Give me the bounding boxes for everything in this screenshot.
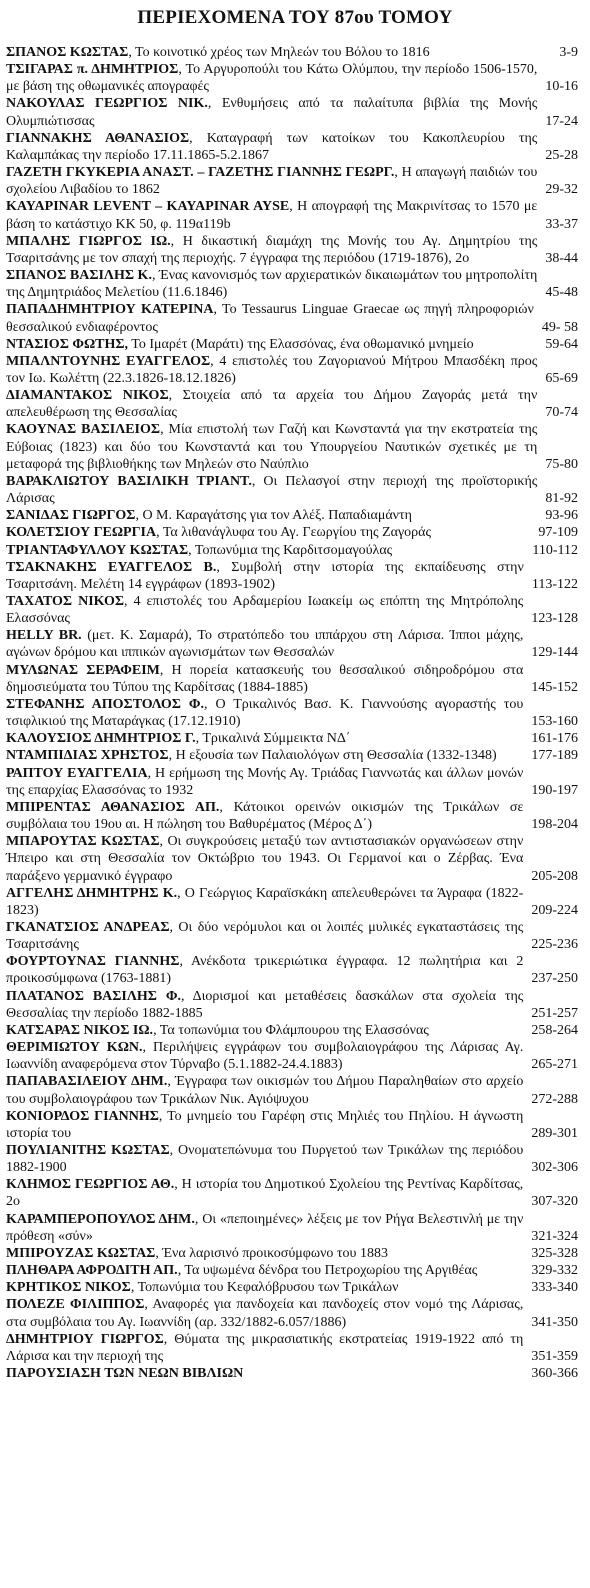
entry-text [6, 1262, 531, 1279]
toc-entry [6, 919, 578, 953]
entry-text [6, 198, 545, 232]
toc-entry [6, 1279, 578, 1296]
toc-entry [6, 593, 578, 627]
toc-entry [6, 353, 578, 387]
entry-author: KAYAPINAR LEVENT – KAYAPINAR AYSE [6, 199, 290, 215]
entry-title: , Η απογραφή της Μακρινίτσας το 1570 με βάση το κατάστιχο ΚΚ 50, φ. 119α119b [6, 199, 538, 232]
toc-entry [6, 507, 578, 524]
entry-author: ΠΛΑΤΑΝΟΣ ΒΑΣΙΛΗΣ Φ. [6, 988, 181, 1004]
entry-pages: 177-189 [531, 748, 578, 764]
toc-entry [6, 1142, 578, 1176]
entry-author: ΝΤΑΣΙΟΣ ΦΩΤΗΣ, [6, 336, 129, 352]
entry-pages: 225-236 [531, 937, 578, 953]
entry-author: ΠΟΛΕΖΕ ΦΙΛΙΠΠΟΣ [6, 1297, 145, 1313]
entry-pages: 258-264 [531, 1022, 578, 1038]
entry-pages: 29-32 [545, 182, 578, 198]
entry-author: ΓΚΑΝΑΤΣΙΟΣ ΑΝΔΡΕΑΣ [6, 919, 170, 935]
entry-author: ΠΑΡΟΥΣΙΑΣΗ ΤΩΝ ΝΕΩΝ ΒΙΒΛΙΩΝ [6, 1366, 244, 1382]
entry-pages: 110-112 [532, 542, 578, 558]
entry-text [6, 353, 545, 387]
entry-title: , Διορισμοί και μεταθέσεις δασκάλων στα σχολεία της Θεσσαλίας την περίοδο 1882-1885 [6, 988, 524, 1021]
entry-author: ΚΑΤΣΑΡΑΣ ΝΙΚΟΣ ΙΩ. [6, 1022, 154, 1038]
entry-author: ΚΛΗΜΟΣ ΓΕΩΡΓΙΟΣ ΑΘ. [6, 1177, 175, 1193]
entry-author: ΤΣΑΚΝΑΚΗΣ ΕΥΑΓΓΕΛΟΣ Β. [6, 559, 217, 575]
entry-title: , Το μνημείο του Γαρέφη στις Μηλιές του Πηλίου. Η άγνωστη ιστορία του [6, 1108, 524, 1141]
entry-title: , Η ερήμωση της Μονής Αγ. Τριάδας Γιαννωτάς και άλλων μονών της επαρχίας Ελασσόνας το 1932 [6, 765, 524, 798]
entry-title: , Η απαγωγή παιδιών του σχολείου Λιβαδίου το 1862 [6, 165, 538, 198]
toc-entry [6, 765, 578, 799]
entry-author: HELLY BR. [6, 628, 82, 644]
toc-entry [6, 627, 578, 661]
toc-entry [6, 61, 578, 95]
entry-title: , Στοιχεία από τα αρχεία του Δήμου Ζαγοράς μετά την απελευθέρωση της Θεσσαλίας [6, 388, 538, 421]
entry-author: ΓΑΖΕΤΗ ΓΚΥΚΕΡΙΑ ΑΝΑΣΤ. – ΓΑΖΕΤΗΣ ΓΙΑΝΝΗΣ ΓΕΩΡΓ. [6, 165, 395, 181]
toc-entry [6, 387, 578, 421]
toc-entry [6, 1073, 578, 1107]
entry-author: ΔΙΑΜΑΝΤΑΚΟΣ ΝΙΚΟΣ [6, 388, 169, 404]
entry-text [6, 44, 559, 61]
entry-text [6, 524, 538, 541]
entry-title: , Καταγραφή των κατοίκων του Κακοπλευρίου της Καλαμπάκας την περίοδο 17.11.1865-5.2.1867 [6, 130, 538, 163]
entry-pages: 113-122 [531, 576, 578, 592]
toc-entry [6, 336, 578, 353]
entry-pages: 93-96 [545, 508, 578, 524]
entry-title: , Περιλήψεις εγγράφων του συμβολαιογράφου της Λάρισας Αγ. Ιωαννίδη αναφερόμενα στον Τύρναβο (5.1.1882-24.4.1883) [6, 1040, 524, 1073]
entry-text [6, 696, 531, 730]
entry-title: , 4 επιστολές του Ζαγοριανού Μήτρου Μπασδέκη προς τον Ιω. Κωλέττη (22.3.1826-18.12.1826) [6, 353, 538, 386]
entry-author: ΠΑΠΑΒΑΣΙΛΕΙΟΥ ΔΗΜ. [6, 1074, 168, 1090]
entry-pages: 75-80 [545, 456, 578, 472]
toc-entry [6, 1365, 578, 1382]
toc-entry [6, 1176, 578, 1210]
entry-author: ΚΑΡΑΜΠΕΡΟΠΟΥΛΟΣ ΔΗΜ. [6, 1211, 195, 1227]
toc-entry [6, 267, 578, 301]
entry-pages: 45-48 [545, 285, 578, 301]
entry-author: ΝΤΑΜΠΙΔΙΑΣ ΧΡΗΣΤΟΣ [6, 748, 169, 764]
entry-text [6, 507, 545, 524]
toc-entry [6, 662, 578, 696]
entry-text [6, 662, 531, 696]
toc-entry [6, 233, 578, 267]
entry-title: , Ένας κανονισμός των αρχιερατικών δικαιωμάτων του μητροπολίτη της Δημητριάδος Μελετίου (11.6.1846) [6, 268, 538, 301]
toc-entry [6, 1108, 578, 1142]
toc-entry [6, 542, 578, 559]
entry-text [6, 1142, 531, 1176]
entry-title: , Οι Πελασγοί στην περιοχή της προϊστορικής Λάρισας [6, 473, 538, 507]
entry-author: ΚΑΛΟΥΣΙΟΣ ΔΗΜΗΤΡΙΟΣ Γ. [6, 731, 196, 747]
entry-title: , Το κοινοτικό χρέος των Μηλεών του Βόλου το 1816 [128, 45, 430, 60]
toc-entry [6, 1296, 578, 1330]
entry-pages: 205-208 [531, 868, 578, 884]
entry-pages: 265-271 [531, 1057, 578, 1073]
toc-entry [6, 885, 578, 919]
entry-text [6, 1331, 531, 1365]
entry-author: ΓΙΑΝΝΑΚΗΣ ΑΘΑΝΑΣΙΟΣ [6, 130, 190, 146]
entry-author: ΜΠΑΛΗΣ ΓΙΩΡΓΟΣ ΙΩ. [6, 233, 171, 249]
entry-author: ΡΑΠΤΟΥ ΕΥΑΓΓΕΛΙΑ [6, 765, 148, 781]
entry-text [6, 730, 531, 747]
entry-text [6, 559, 532, 593]
entry-pages: 351-359 [531, 1348, 578, 1364]
toc-entry [6, 730, 578, 747]
table-of-contents [6, 44, 578, 1382]
entry-text [6, 1365, 531, 1382]
entry-author: ΣΠΑΝΟΣ ΚΩΣΤΑΣ [6, 45, 129, 60]
toc-entry [6, 301, 578, 335]
entry-text [6, 1108, 531, 1142]
entry-title: , Τα υψωμένα δένδρα του Πετροχωρίου της Αργιθέας [177, 1263, 478, 1279]
toc-entry [6, 747, 578, 764]
entry-title: , Η πορεία κατασκευής του θεσσαλικού σιδηροδρόμου στα δημοσιεύματα του Τύπου της Καρδίτσας (1884-1885) [6, 662, 524, 695]
toc-entry [6, 1211, 578, 1245]
entry-pages: 153-160 [531, 714, 578, 730]
entry-text [6, 988, 531, 1022]
entry-author: ΤΑΧΑΤΟΣ ΝΙΚΟΣ [6, 594, 124, 609]
entry-pages: 123-128 [531, 611, 578, 627]
entry-text [6, 1073, 531, 1107]
entry-title: Το Ιμαρέτ (Μαράτι) της Ελασσόνας, ένα οθωμανικό μνημείο [128, 336, 474, 352]
entry-pages: 38-44 [545, 250, 578, 266]
entry-title: , Η ιστορία του Δημοτικού Σχολείου της Ρεντίνας Καρδίτσας, 2ο [6, 1177, 524, 1210]
entry-author: ΦΟΥΡΤΟΥΝΑΣ ΓΙΑΝΝΗΣ [6, 954, 180, 970]
entry-title: (μετ. Κ. Σαμαρά), Το στρατόπεδο του ιππάρχου στη Λάρισα. Ίπποι μάχης, αγώνων δρόμου και ιππικών αγωνισμάτων των Θεσσαλών [6, 628, 524, 661]
entry-author: ΚΟΛΕΤΣΙΟΥ ΓΕΩΡΓΙΑ [6, 525, 157, 541]
entry-title: , Τα τοπωνύμια του Φλάμπουρου της Ελασσόνας [153, 1022, 429, 1038]
toc-entry [6, 95, 578, 129]
toc-entry [6, 833, 578, 884]
entry-author: ΜΠΙΡΕΝΤΑΣ ΑΘΑΝΑΣΙΟΣ ΑΠ. [6, 799, 220, 815]
toc-entry [6, 696, 578, 730]
entry-text [6, 1039, 531, 1073]
entry-title: , Θύματα της μικρασιατικής εκστρατείας 1919-1922 από τη Λάρισα και την περιοχή της [6, 1331, 524, 1364]
entry-text [6, 833, 531, 884]
entry-pages: 161-176 [531, 731, 578, 747]
entry-pages: 17-24 [545, 113, 578, 129]
toc-entry [6, 524, 578, 541]
toc-entry [6, 44, 578, 61]
entry-title: , Τρικαλινά Σύμμεικτα ΝΔ΄ [195, 731, 351, 747]
entry-author: ΚΟΝΙΟΡΔΟΣ ΓΙΑΝΝΗΣ [6, 1108, 159, 1124]
entry-pages: 251-257 [531, 1005, 578, 1021]
entry-pages: 70-74 [545, 405, 578, 421]
entry-pages: 198-204 [531, 817, 578, 833]
page-title: ΠΕΡΙΕΧΟΜΕΝΑ ΤΟΥ 87ου ΤΟΜΟΥ [137, 7, 453, 28]
entry-text [6, 1296, 531, 1330]
entry-title: , Ονοματεπώνυμα του Πυργετού των Τρικάλων της περιόδου 1882-1900 [6, 1143, 524, 1176]
entry-pages: 237-250 [531, 971, 578, 987]
toc-entry [6, 1039, 578, 1073]
toc-entry [6, 473, 578, 507]
entry-text [6, 130, 545, 164]
entry-title: , Ο Γεώργιος Καραϊσκάκη απελευθερώνει τα Άγραφα (1822-1823) [6, 885, 524, 918]
entry-author: ΜΠΑΛΝΤΟΥΝΗΣ ΕΥΑΓΓΕΛΟΣ [6, 353, 211, 369]
entry-author: ΚΡΗΤΙΚΟΣ ΝΙΚΟΣ [6, 1280, 131, 1296]
entry-title: , Κάτοικοι ορεινών οικισμών της Τρικάλων σε συμβόλαια του 19ου αι. Η πώληση του Βαθυρέματος (Μέρος Δ΄) [6, 799, 524, 833]
entry-text [6, 473, 545, 507]
entry-author: ΠΟΥΛΙΑΝΙΤΗΣ ΚΩΣΤΑΣ [6, 1143, 170, 1158]
toc-entry [6, 1262, 578, 1279]
entry-text [6, 765, 531, 799]
entry-title: , Η δικαστική διαμάχη της Μονής του Αγ. Δημητρίου της Τσαριτσάνης με τον σπαχή της περιοχής. 7 έγγραφα της περιόδου (1719-1876), 2ο [6, 233, 538, 266]
entry-author: ΜΠΑΡΟΥΤΑΣ ΚΩΣΤΑΣ [6, 834, 160, 850]
entry-text [6, 336, 545, 353]
entry-author: ΚΑΟΥΝΑΣ ΒΑΣΙΛΕΙΟΣ [6, 422, 161, 438]
entry-title: , Έγγραφα των οικισμών του Δήμου Παραληθαίων στο αρχείο του συμβολαιογράφου των Τρικάλων Νικ. Αγιόψυχου [6, 1074, 524, 1107]
entry-text [6, 885, 531, 919]
entry-pages: 49- 58 [541, 319, 578, 335]
entry-text [6, 1245, 531, 1262]
entry-author: ΒΑΡΑΚΛΙΩΤΟΥ ΒΑΣΙΛΙΚΗ ΤΡΙΑΝΤ. [6, 473, 252, 489]
entry-author: ΣΤΕΦΑΝΗΣ ΑΠΟΣΤΟΛΟΣ Φ. [6, 696, 204, 712]
toc-entry [6, 988, 578, 1022]
entry-author: ΑΓΓΕΛΗΣ ΔΗΜΗΤΡΗΣ Κ. [6, 885, 178, 901]
entry-pages: 341-350 [531, 1314, 578, 1330]
entry-pages: 325-328 [531, 1245, 578, 1261]
entry-text [6, 387, 545, 421]
entry-pages: 360-366 [531, 1366, 578, 1382]
entry-title: , Ένα λαρισινό προικοσύμφωνο του 1883 [155, 1245, 388, 1261]
entry-pages: 65-69 [545, 370, 578, 386]
toc-entry [6, 1245, 578, 1262]
toc-entry [6, 799, 578, 833]
entry-pages: 145-152 [531, 679, 578, 695]
entry-title: , Τοπωνύμια του Κεφαλόβρυσου των Τρικάλων [130, 1280, 399, 1296]
entry-pages: 33-37 [545, 216, 578, 232]
entry-pages: 329-332 [531, 1263, 578, 1279]
entry-text [6, 61, 545, 95]
entry-text [6, 919, 531, 953]
entry-author: ΣΠΑΝΟΣ ΒΑΣΙΛΗΣ Κ. [6, 268, 152, 284]
entry-pages: 289-301 [531, 1125, 578, 1141]
entry-author: ΘΕΡΙΜΙΩΤΟΥ ΚΩΝ. [6, 1040, 143, 1056]
entry-text [6, 593, 531, 627]
toc-entry [6, 164, 578, 198]
entry-pages: 129-144 [531, 645, 578, 661]
entry-author: ΝΑΚΟΥΛΑΣ ΓΕΩΡΓΙΟΣ ΝΙΚ. [6, 96, 208, 112]
entry-title: , Ο Μ. Καραγάτσης για τον Αλέξ. Παπαδιαμάντη [135, 508, 412, 524]
entry-title: , Οι δύο νερόμυλοι και οι λοιπές μυλικές εγκαταστάσεις της Τσαριτσάνης [6, 919, 524, 953]
entry-author: ΜΥΛΩΝΑΣ ΣΕΡΑΦΕΙΜ [6, 662, 160, 678]
entry-title: , 4 επιστολές του Αρδαμερίου Ιωακείμ ως επόπτη της Μητρόπολης Ελασσόνας [6, 594, 524, 627]
entry-title: , Ανέκδοτα τρικεριώτικα έγγραφα. 12 πωλητήρια και 2 προικοσύμφωνα (1763-1881) [6, 954, 524, 987]
entry-title: , Ενθυμήσεις από τα παλαίτυπα βιβλία της Μονής Ολυμπιώτισσας [6, 96, 538, 129]
entry-text [6, 421, 545, 472]
entry-text [6, 1279, 531, 1296]
entry-pages: 272-288 [531, 1091, 578, 1107]
entry-title: , Το Αργυροπούλι του Κάτω Ολύμπου, την περίοδο 1506-1570, με βάση της οθωμανικές απογραφές [6, 62, 538, 95]
entry-pages: 307-320 [531, 1194, 578, 1210]
entry-title: , Τα λιθανάγλυφα του Αγ. Γεωργίου της Ζαγοράς [156, 525, 432, 541]
toc-entry [6, 130, 578, 164]
entry-title: , Το Tessaurus Linguae Graecae ως πηγή πληροφοριών θεσσαλικού ενδιαφέροντος [6, 302, 534, 335]
entry-pages: 10-16 [545, 79, 578, 95]
entry-pages: 302-306 [531, 1160, 578, 1176]
entry-pages: 81-92 [545, 491, 578, 507]
entry-author: ΠΛΗΘΑΡΑ ΑΦΡΟΔΙΤΗ ΑΠ. [6, 1263, 178, 1279]
entry-text [6, 542, 532, 559]
toc-entry [6, 953, 578, 987]
entry-text [6, 95, 545, 129]
entry-pages: 190-197 [531, 782, 578, 798]
entry-title: , Αναφορές για πανδοχεία και πανδοχείς στον νομό της Λάρισας, στα συμβόλαια του Αγ. Ιωαννίδη (αρ. 332/1882-6.057/1886) [6, 1297, 524, 1330]
entry-title: , Μία επιστολή των Γαζή και Κωνσταντά για την εκστρατεία της Εύβοιας (1823) και δύο του Κωνσταντά και του Υπουργείου Ναυτικών σχετικές με τη μεταφορά της βιβλιοθήκης των Μηλεών στο Ναύπλιο [6, 422, 538, 472]
entry-title: , Τοπωνύμια της Καρδιτσομαγούλας [188, 542, 393, 558]
toc-entry [6, 1331, 578, 1365]
entry-text [6, 233, 545, 267]
entry-pages: 321-324 [531, 1228, 578, 1244]
entry-title: , Συμβολή στην ιστορία της εκπαίδευσης στην Τσαριτσάνη. Μελέτη 14 εγγράφων (1893-1902) [6, 559, 524, 592]
entry-text [6, 164, 545, 198]
entry-pages: 25-28 [545, 147, 578, 163]
toc-entry [6, 1022, 578, 1039]
entry-pages: 97-109 [538, 525, 578, 541]
entry-author: ΠΑΠΑΔΗΜΗΤΡΙΟΥ ΚΑΤΕΡΙΝΑ [6, 302, 214, 318]
entry-author: ΤΣΙΓΑΡΑΣ π. ΔΗΜΗΤΡΙΟΣ [6, 62, 179, 78]
toc-entry [6, 421, 578, 472]
entry-text [6, 1211, 531, 1245]
entry-text [6, 1022, 531, 1039]
entry-text [6, 953, 531, 987]
entry-text [6, 301, 542, 335]
entry-text [6, 1176, 531, 1210]
entry-author: ΤΡΙΑΝΤΑΦΥΛΛΟΥ ΚΩΣΤΑΣ [6, 542, 189, 558]
entry-title: , Οι συγκρούσεις μεταξύ των αντιστασιακών οργανώσεων στην Ήπειρο και στη Θεσσαλία τον Οκτώβριο του 1943. Οι Γερμανοί και ο Ζέρβας. Ένα παράξενο γερμανικό έγγραφο [6, 834, 524, 884]
entry-title: , Η εξουσία των Παλαιολόγων στη Θεσσαλία (1332-1348) [168, 748, 497, 764]
entry-pages: 209-224 [531, 902, 578, 918]
entry-text [6, 267, 545, 301]
entry-title: , Οι «πεποιημένες» λέξεις με τον Ρήγα Βελεστινλή με την πρόθεση «σύν» [6, 1211, 524, 1244]
entry-pages: 59-64 [545, 336, 578, 352]
entry-title: , Ο Τρικαλινός Βασ. Κ. Γιαννούσης αγοραστής του τσιφλικιού της Mαταράγκας (17.12.1910) [6, 696, 524, 730]
toc-entry [6, 559, 578, 593]
entry-author: ΣΑΝΙΔΑΣ ΓΙΩΡΓΟΣ [6, 508, 136, 524]
entry-author: ΔΗΜΗΤΡΙΟΥ ΓΙΩΡΓΟΣ [6, 1331, 164, 1347]
entry-text [6, 799, 531, 833]
entry-pages: 333-340 [531, 1280, 578, 1296]
entry-text [6, 747, 531, 764]
entry-author: ΜΠΙΡΟΥΖΑΣ ΚΩΣΤΑΣ [6, 1245, 156, 1261]
toc-entry [6, 198, 578, 232]
entry-text [6, 627, 531, 661]
entry-pages: 3-9 [559, 45, 578, 60]
